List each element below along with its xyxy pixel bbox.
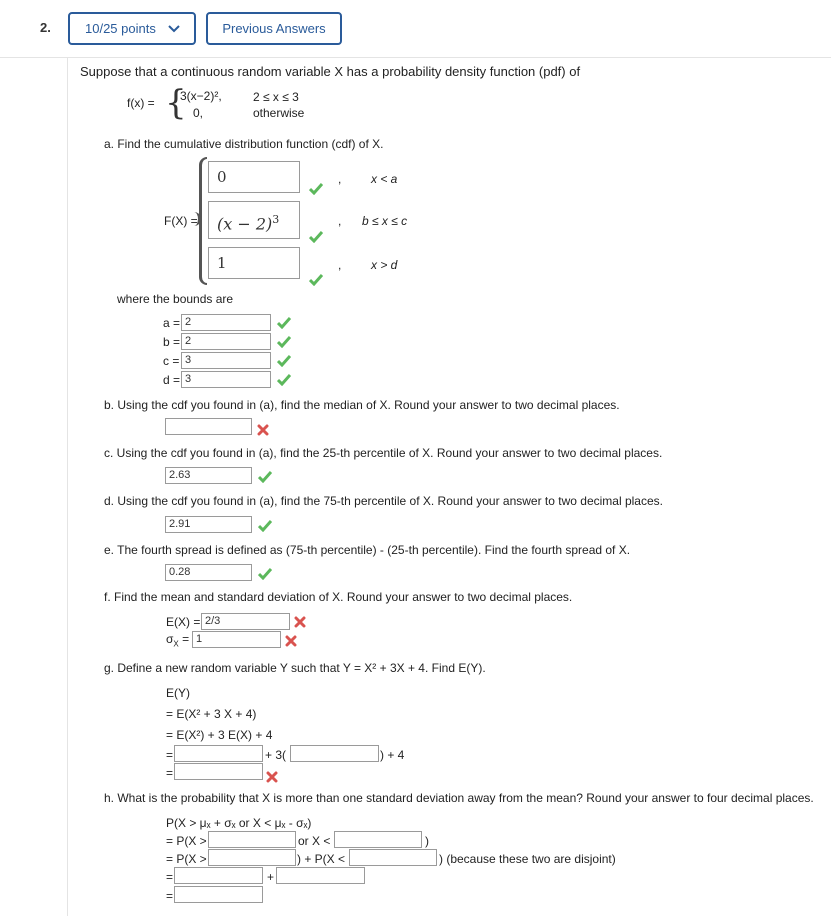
part-g-prompt: g. Define a new random variable Y such that Y = X² + 3X + 4. Find E(Y). (104, 661, 486, 675)
bound-c-input[interactable]: 3 (181, 352, 271, 369)
prob-line-4-mid: + (267, 870, 275, 884)
correct-check-icon (277, 355, 291, 367)
bound-b-label: b = (163, 335, 181, 349)
cdf-piece2-value: (x − 2) (217, 214, 273, 234)
cdf-piece1-cond: x < a (371, 172, 398, 186)
prob-line-2-suffix: ) (425, 834, 429, 848)
question-number: 2. (40, 20, 51, 35)
ey-line-1: E(Y) (166, 686, 190, 700)
part-a-prompt: a. Find the cumulative distribution function (cdf) of X. (104, 137, 384, 151)
cdf-piece1-input[interactable] (208, 161, 300, 193)
points-label: 10/25 points (85, 21, 156, 36)
ey-line-3: = E(X²) + 3 E(X) + 4 (166, 728, 273, 742)
pdf-case1-cond: 2 ≤ x ≤ 3 (253, 90, 299, 104)
correct-check-icon (277, 336, 291, 348)
part-h-prompt: h. What is the probability that X is more than one standard deviation away from the mean? Round your answer to four decimal places. (104, 791, 814, 805)
prob-upper-input[interactable] (208, 831, 296, 848)
prob-lower-input[interactable] (334, 831, 422, 848)
bound-d-input[interactable]: 3 (181, 371, 271, 388)
cdf-piece1-value: 0 (217, 168, 227, 186)
correct-check-icon (258, 471, 272, 483)
pdf-case2-expr: 0, (193, 106, 204, 120)
fourth-spread-input[interactable]: 0.28 (165, 564, 252, 581)
prob-line-5-prefix: = (166, 889, 174, 903)
prob-line-4-prefix: = (166, 870, 174, 884)
prob-line-2-mid: or X < (298, 834, 331, 848)
bounds-text: where the bounds are (117, 292, 234, 306)
points-dropdown[interactable] (68, 12, 196, 45)
ey-line-4-prefix: = (166, 748, 174, 762)
correct-check-icon (309, 274, 323, 286)
cdf-comma-3: , (338, 258, 342, 272)
part-f-prompt: f. Find the mean and standard deviation of X. Round your answer to two decimal places. (104, 590, 573, 604)
bound-b-input[interactable]: 2 (181, 333, 271, 350)
prob-part1-input[interactable] (174, 867, 263, 884)
bound-a-input[interactable]: 2 (181, 314, 271, 331)
cdf-piece3-input[interactable] (208, 247, 300, 279)
ey-line-5-prefix: = (166, 766, 174, 780)
incorrect-x-icon (294, 616, 306, 628)
p25-input[interactable]: 2.63 (165, 467, 252, 484)
cdf-piece3-cond: x > d (371, 258, 398, 272)
pdf-case2-cond: otherwise (253, 106, 305, 120)
ey-line-4-suffix: ) + 4 (380, 748, 405, 762)
cdf-piece2-input[interactable] (208, 201, 300, 239)
correct-check-icon (309, 183, 323, 195)
incorrect-x-icon (257, 424, 269, 436)
ex-input[interactable] (290, 745, 379, 762)
pdf-label: f(x) = (127, 96, 155, 110)
part-d-prompt: d. Using the cdf you found in (a), find the 75-th percentile of X. Round your answer to two decimal places. (104, 494, 663, 508)
ey-final-input[interactable] (174, 763, 263, 780)
correct-check-icon (277, 374, 291, 386)
correct-check-icon (258, 520, 272, 532)
ey-line-4-mid: + 3( (265, 748, 287, 762)
incorrect-x-icon (285, 635, 297, 647)
prob-upper-input-2[interactable] (208, 849, 296, 866)
mean-input[interactable]: 2/3 (201, 613, 290, 630)
prob-part2-input[interactable] (276, 867, 365, 884)
correct-check-icon (258, 568, 272, 580)
cdf-piece3-value: 1 (217, 254, 227, 272)
sd-equals: = (182, 632, 190, 646)
cdf-comma-1: , (338, 172, 342, 186)
sd-label (166, 632, 189, 648)
cdf-comma-2: , (338, 214, 342, 228)
cdf-label: F(X) = (164, 214, 198, 228)
incorrect-x-icon (266, 771, 278, 783)
median-input[interactable] (165, 418, 252, 435)
bound-a-label: a = (163, 316, 181, 330)
chevron-down-icon (168, 25, 180, 33)
prob-final-input[interactable] (174, 886, 263, 903)
sigma-subscript: X (173, 639, 179, 649)
cdf-piece2-cond: b ≤ x ≤ c (362, 214, 408, 228)
prob-lower-input-2[interactable] (349, 849, 437, 866)
correct-check-icon (277, 317, 291, 329)
bound-c-label: c = (163, 354, 180, 368)
prob-line-1: P(X > μₓ + σₓ or X < μₓ - σₓ) (166, 816, 312, 830)
bound-d-label: d = (163, 373, 181, 387)
question-left-rule (67, 58, 68, 916)
prob-line-3-prefix: = P(X > (166, 852, 207, 866)
mean-label: E(X) = (166, 615, 201, 629)
pdf-brace: { (165, 83, 187, 123)
part-e-prompt: e. The fourth spread is defined as (75-th percentile) - (25-th percentile). Find the fourth spread of X. (104, 543, 631, 557)
previous-answers-button[interactable]: Previous Answers (206, 12, 342, 45)
part-b-prompt: b. Using the cdf you found in (a), find the median of X. Round your answer to two decimal places. (104, 398, 620, 412)
prob-line-3-mid: ) + P(X < (297, 852, 346, 866)
pdf-case1-expr: 3(x−2)², (180, 89, 222, 103)
sigma-symbol: σ (166, 632, 174, 646)
part-c-prompt: c. Using the cdf you found in (a), find the 25-th percentile of X. Round your answer to two decimal places. (104, 446, 663, 460)
p75-input[interactable]: 2.91 (165, 516, 252, 533)
cdf-piece2-exponent: 3 (272, 213, 280, 226)
ey-line-2: = E(X² + 3 X + 4) (166, 707, 257, 721)
prob-line-2-prefix: = P(X > (166, 834, 207, 848)
problem-statement: Suppose that a continuous random variable X has a probability density function (pdf) of (80, 64, 581, 79)
sd-input[interactable]: 1 (192, 631, 281, 648)
ex2-input[interactable] (174, 745, 263, 762)
correct-check-icon (309, 231, 323, 243)
prob-line-3-suffix: ) (because these two are disjoint) (439, 852, 616, 866)
